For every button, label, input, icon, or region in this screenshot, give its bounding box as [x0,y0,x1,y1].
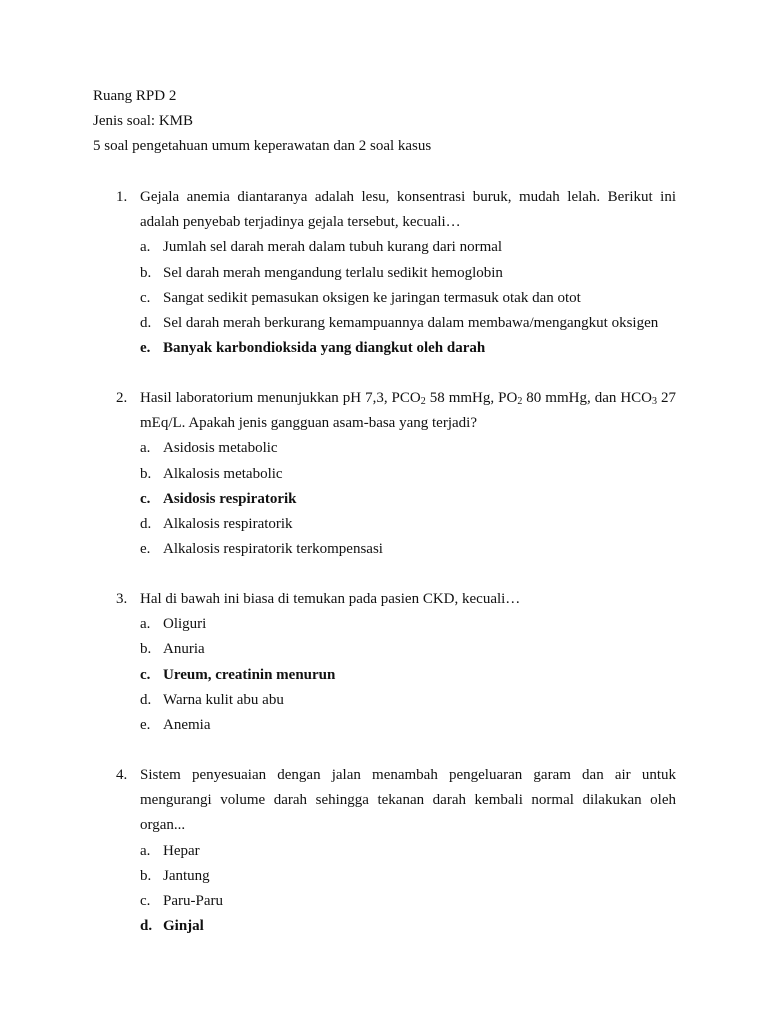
option-letter: b. [140,867,152,884]
option-c [140,286,676,311]
option-e [140,537,676,562]
option-text: Alkalosis metabolic [163,465,283,482]
option-letter: c. [140,893,151,910]
option-letter: b. [140,264,152,281]
subscript: 2 [517,396,523,407]
option-text: Banyak karbondioksida yang diangkut oleh darah [163,340,486,357]
option-e-correct-answer [140,336,676,361]
option-letter: c. [140,289,151,306]
option-b [140,637,676,662]
option-text: Alkalosis respiratorik terkompensasi [163,541,383,558]
question-number: 1. [116,189,128,205]
option-c-correct-answer [140,487,676,512]
option-text: Jumlah sel darah merah dalam tubuh kurang dari normal [163,239,503,256]
option-letter: a. [140,440,151,457]
option-letter: c. [140,490,151,507]
option-text: Asidosis respiratorik [163,490,297,507]
question-text-part: 80 mmHg, dan HCO [522,390,653,406]
option-letter: b. [140,641,152,658]
option-letter: a. [140,842,151,859]
option-letter: a. [140,616,151,633]
option-a [140,436,676,461]
question-4 [116,763,676,939]
option-d-correct-answer [140,914,676,939]
option-text: Sel darah merah mengandung terlalu sedikit hemoglobin [163,264,503,281]
option-text: Ureum, creatinin menurun [163,666,336,683]
option-a [140,839,676,864]
question-text: Gejala anemia diantaranya adalah lesu, konsentrasi buruk, mudah lelah. Berikut ini adalah penyebab terjadinya gejala tersebut, kecuali… [140,189,676,231]
option-letter: c. [140,666,151,683]
question-text-part: 27 mEq/L. Apakah jenis gangguan asam-basa yang terjadi? [140,390,677,432]
option-b [140,864,676,889]
option-text: Hepar [163,842,200,859]
question-2 [116,386,676,562]
option-letter: d. [140,918,153,935]
option-d [140,688,676,713]
subscript: 3 [652,396,658,407]
option-text: Asidosis metabolic [163,440,278,457]
option-text: Anemia [163,717,211,734]
question-type: Jenis soal: KMB [93,113,194,129]
question-number: 3. [116,591,128,607]
question-text [140,386,676,436]
option-text: Alkalosis respiratorik [163,516,293,533]
option-d [140,512,676,537]
option-letter: e. [140,541,151,558]
question-3 [116,587,676,738]
option-c-correct-answer [140,663,676,688]
option-letter: d. [140,516,152,533]
option-letter: a. [140,239,151,256]
option-c [140,889,676,914]
subscript: 2 [420,396,426,407]
option-letter: e. [140,340,151,357]
option-a [140,235,676,260]
question-1 [116,185,676,361]
question-text: Sistem penyesuaian dengan jalan menambah pengeluaran garam dan air untuk mengurangi volume darah sehingga tekanan darah kembali normal dilakukan oleh organ... [140,767,676,834]
option-letter: d. [140,315,152,332]
question-text-part: 58 mmHg, PO [425,390,518,406]
option-letter: e. [140,717,151,734]
option-letter: b. [140,465,152,482]
option-b [140,261,676,286]
option-text: Ginjal [163,918,204,935]
option-text: Sangat sedikit pemasukan oksigen ke jaringan termasuk otak dan otot [163,289,581,306]
option-e [140,713,676,738]
option-text: Anuria [163,641,205,658]
option-text: Warna kulit abu abu [163,691,284,708]
option-text: Oliguri [163,616,207,633]
room-title: Ruang RPD 2 [93,88,177,104]
option-text: Paru-Paru [163,893,223,910]
question-number: 4. [116,767,128,783]
question-text-part: Hasil laboratorium menunjukkan pH 7,3, PCO [140,390,421,406]
option-b [140,462,676,487]
question-description: 5 soal pengetahuan umum keperawatan dan 2 soal kasus [93,138,432,154]
option-d [140,311,676,336]
option-text: Jantung [163,867,210,884]
option-text: Sel darah merah berkurang kemampuannya dalam membawa/mengangkut oksigen [163,315,659,332]
option-a [140,612,676,637]
question-number: 2. [116,390,128,406]
option-letter: d. [140,691,152,708]
question-text: Hal di bawah ini biasa di temukan pada pasien CKD, kecuali… [140,591,521,607]
